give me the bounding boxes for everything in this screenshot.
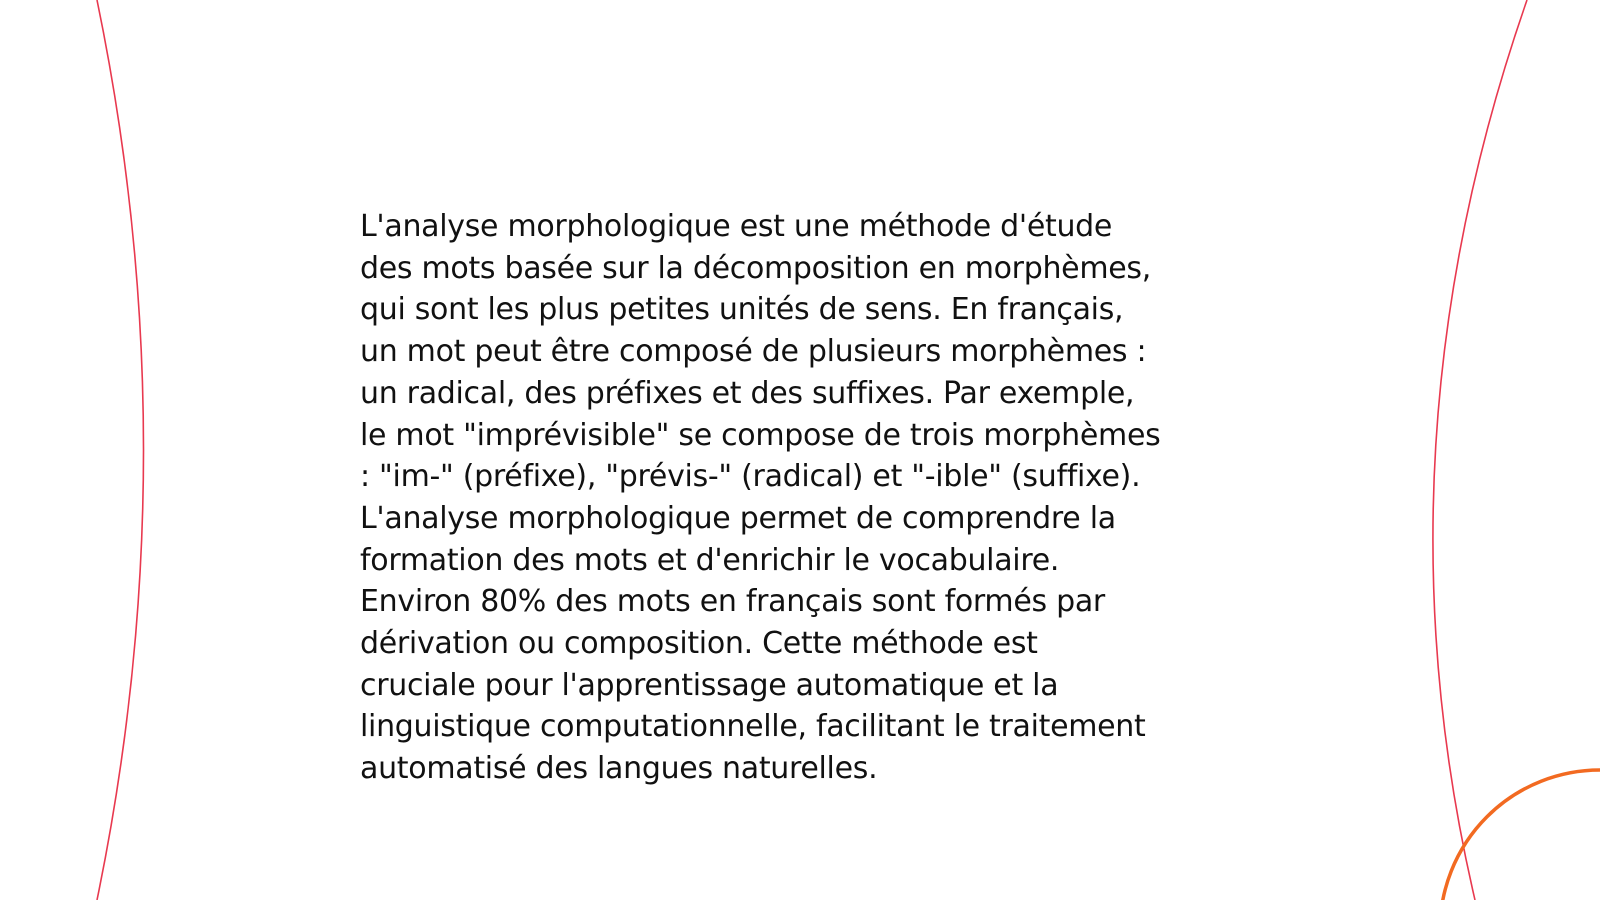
text-line: un mot peut être composé de plusieurs morphèmes : bbox=[360, 334, 1147, 370]
text-line: automatisé des langues naturelles. bbox=[360, 751, 878, 787]
text-line: : "im-" (préfixe), "prévis-" (radical) et "-ible" (suffixe). bbox=[360, 459, 1141, 495]
text-line: des mots basée sur la décomposition en morphèmes, bbox=[360, 250, 1151, 286]
orange-circle-decoration bbox=[1440, 770, 1600, 900]
text-line: dérivation ou composition. Cette méthode est bbox=[360, 626, 1038, 662]
left-curve-decoration bbox=[97, 0, 144, 900]
text-line: Environ 80% des mots en français sont formés par bbox=[360, 584, 1105, 620]
body-paragraph bbox=[360, 206, 1260, 790]
text-line: L'analyse morphologique permet de comprendre la bbox=[360, 500, 1116, 536]
text-line: le mot "imprévisible" se compose de trois morphèmes bbox=[360, 417, 1161, 453]
text-line: cruciale pour l'apprentissage automatique et la bbox=[360, 667, 1059, 703]
text-line: L'analyse morphologique est une méthode d'étude bbox=[360, 209, 1113, 244]
text-line: qui sont les plus petites unités de sens. En français, bbox=[360, 292, 1124, 328]
text-line: formation des mots et d'enrichir le vocabulaire. bbox=[360, 542, 1060, 578]
text-line: un radical, des préfixes et des suffixes. Par exemple, bbox=[360, 375, 1135, 411]
text-line: linguistique computationnelle, facilitant le traitement bbox=[360, 709, 1146, 745]
right-curve-decoration bbox=[1433, 0, 1527, 900]
